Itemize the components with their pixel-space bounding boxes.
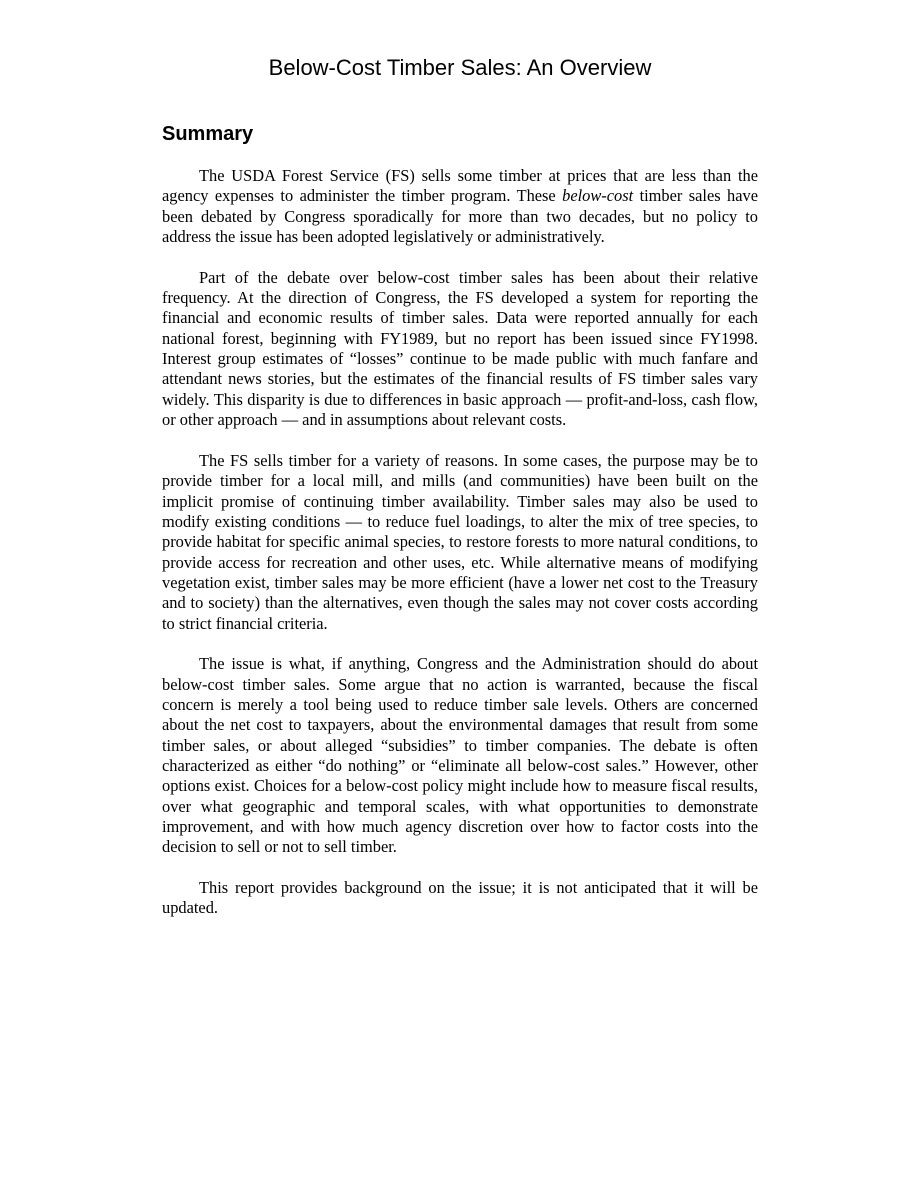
document-title: Below-Cost Timber Sales: An Overview bbox=[268, 55, 652, 80]
summary-paragraph-1 bbox=[162, 166, 758, 247]
summary-paragraph-2: Part of the debate over below-cost timber sales has been about their relative frequency. At the direction of Congress, the FS developed a system for reporting the financial and economic results of timber sales. Data were reported annually for each national forest, beginning with FY1989, but no report has been issued since FY1998. Interest group estimates of “losses” continue to be made public with much fanfare and attendant news stories, but the estimates of the financial results of FS timber sales vary widely. This disparity is due to differences in basic approach — profit-and-loss, cash flow, or other approach — and in assumptions about relevant costs. bbox=[162, 267, 758, 430]
emphasis-below-cost: below-cost bbox=[562, 186, 634, 206]
summary-paragraph-4: The issue is what, if anything, Congress and the Administration should do about below-cost timber sales. Some argue that no action is warranted, because the fiscal concern is merely a tool being used to reduce timber sale levels. Others are concerned about the net cost to taxpayers, about the environmental damages that result from some timber sales, or about alleged “subsidies” to timber companies. The debate is often characterized as either “do nothing” or “eliminate all below-cost sales.” However, other options exist. Choices for a below-cost policy might include how to measure fiscal results, over what geographic and temporal scales, with what opportunities to demonstrate improvement, and with how much agency discretion over how to factor costs into the decision to sell or not to sell timber. bbox=[162, 654, 758, 857]
paragraph-1-text-end: timber sales have been debated by Congress sporadically for more than two decades, but no policy to address the issue has been adopted legislatively or administratively. bbox=[162, 186, 758, 247]
section-heading-summary: Summary bbox=[162, 123, 254, 145]
paragraph-1-text-start: The USDA Forest Service (FS) sells some timber at prices that are less than the agency expenses to administer the timber program. These bbox=[162, 166, 758, 206]
summary-paragraph-5: This report provides background on the issue; it is not anticipated that it will be updated. bbox=[162, 878, 758, 918]
summary-paragraph-3: The FS sells timber for a variety of reasons. In some cases, the purpose may be to provide timber for a local mill, and mills (and communities) have been built on the implicit promise of continuing timber availability. Timber sales may also be used to modify existing conditions — to reduce fuel loadings, to alter the mix of tree species, to provide habitat for specific animal species, to restore forests to more natural conditions, to provide access for recreation and other uses, etc. While alternative means of modifying vegetation exist, timber sales may be more efficient (have a lower net cost to the Treasury and to society) than the alternatives, even though the sales may not cover costs according to strict financial criteria. bbox=[162, 450, 758, 633]
summary-body bbox=[162, 166, 758, 939]
